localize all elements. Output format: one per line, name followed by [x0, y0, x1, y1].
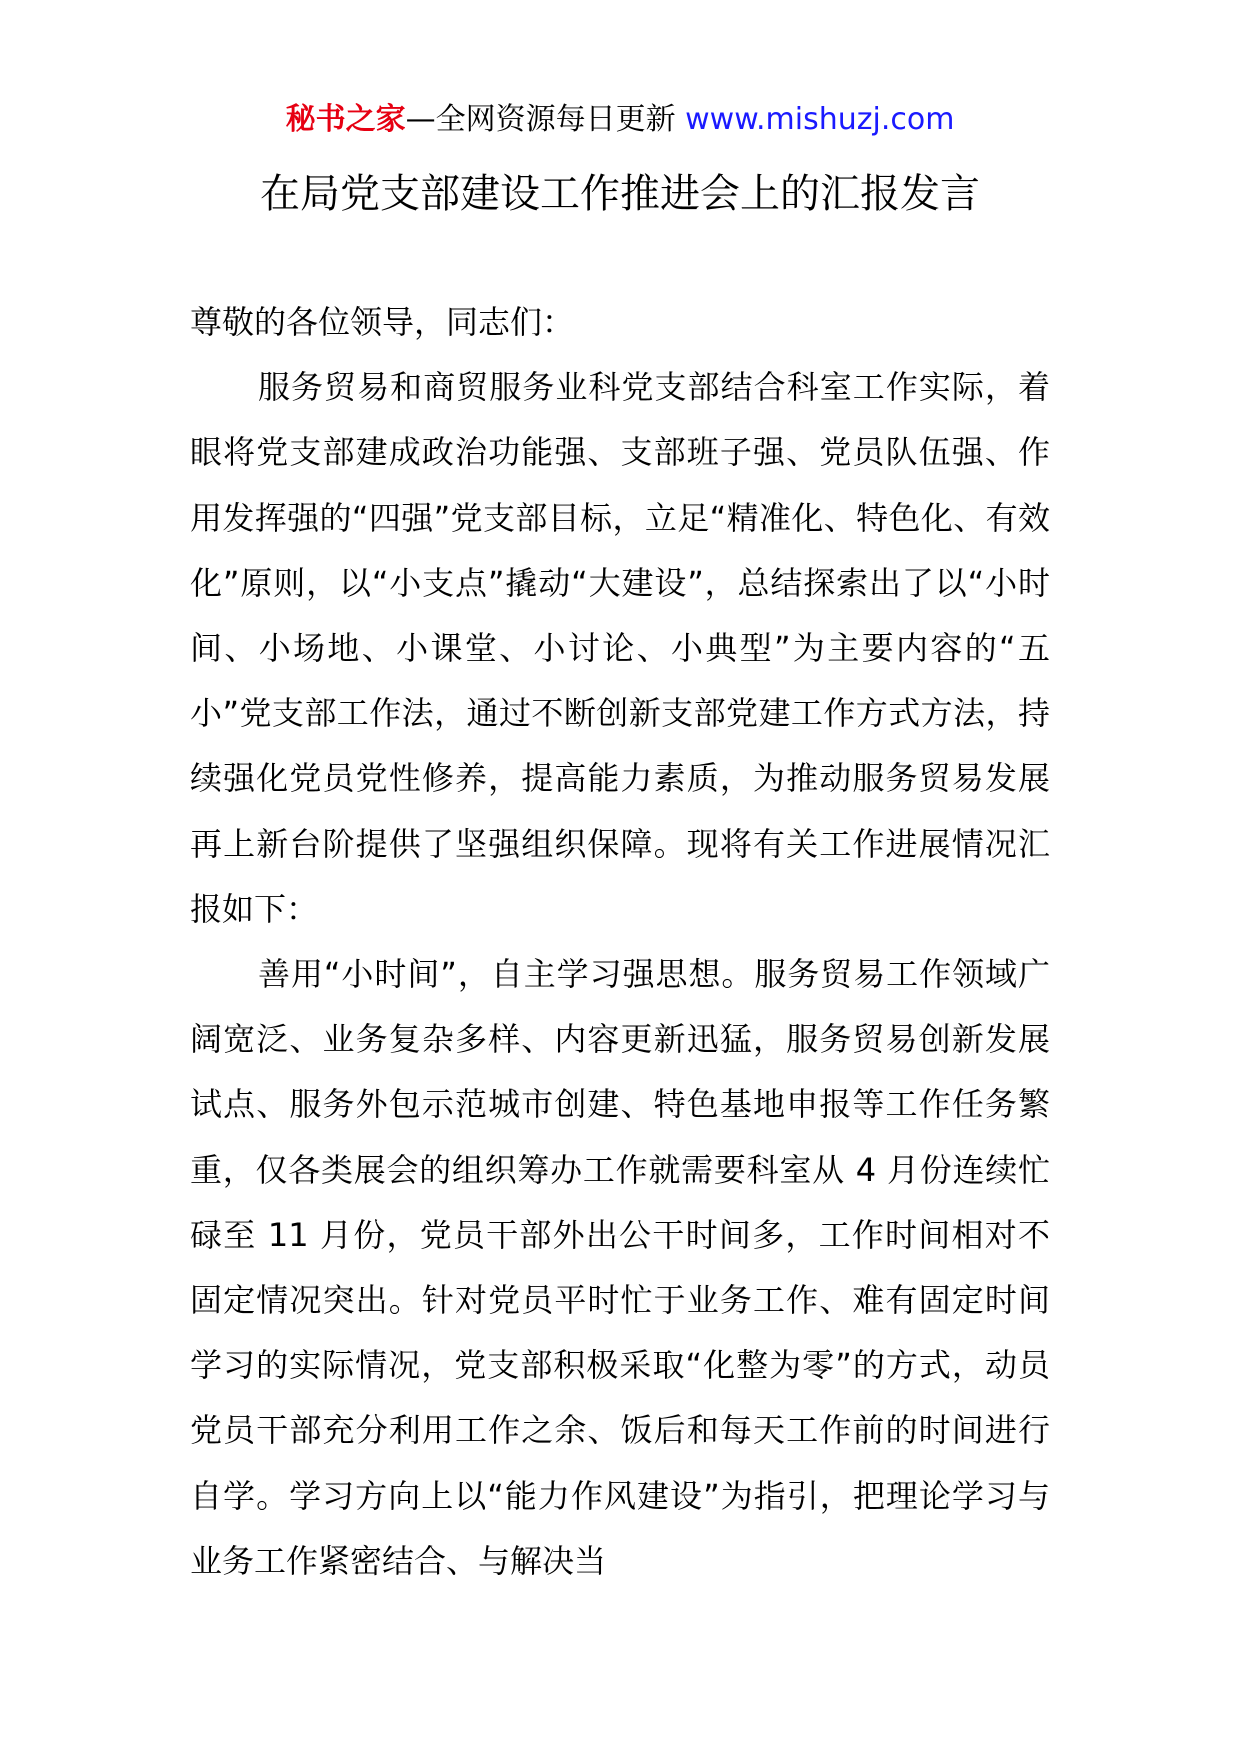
paragraph-intro: 服务贸易和商贸服务业科党支部结合科室工作实际，着眼将党支部建成政治功能强、支部班子强、党员队伍强、作用发挥强的“四强”党支部目标，立足“精准化、特色化、有效化”原则，以“小支点”撬动“大建设”，总结探索出了以“小时间、小场地、小课堂、小讨论、小典型”为主要内容的“五小”党支部工作法，通过不断创新支部党建工作方式方法，持续强化党员党性修养，提高能力素质，为推动服务贸易发展再上新台阶提供了坚强组织保障。现将有关工作进展情况汇报如下： — [190, 368, 1050, 928]
brand-name: 秘书之家 — [285, 102, 406, 137]
salutation: 尊敬的各位领导，同志们： — [190, 303, 575, 341]
site-header — [0, 98, 1240, 142]
paragraph-small-time: 善用“小时间”，自主学习强思想。服务贸易工作领域广阔宽泛、业务复杂多样、内容更新迅猛，服务贸易创新发展试点、服务外包示范城市创建、特色基地申报等工作任务繁重，仅各类展会的组织筹办工作就需要科室从 4 月份连续忙碌至 11 月份，党员干部外出公干时间多，工作时间相对不固定情况突出。针对党员平时忙于业务工作、难有固定时间学习的实际情况，党支部积极采取“化整为零”的方式，动员党员干部充分利用工作之余、饭后和每天工作前的时间进行自学。学习方向上以“能力作风建设”为指引，把理论学习与业务工作紧密结合、与解决当 — [190, 955, 1050, 1580]
site-url-link[interactable]: www.mishuzj.com — [685, 102, 955, 137]
document-title: 在局党支部建设工作推进会上的汇报发言 — [260, 171, 980, 217]
header-tagline: —全网资源每日更新 — [405, 102, 676, 137]
document-body — [190, 290, 1050, 1594]
